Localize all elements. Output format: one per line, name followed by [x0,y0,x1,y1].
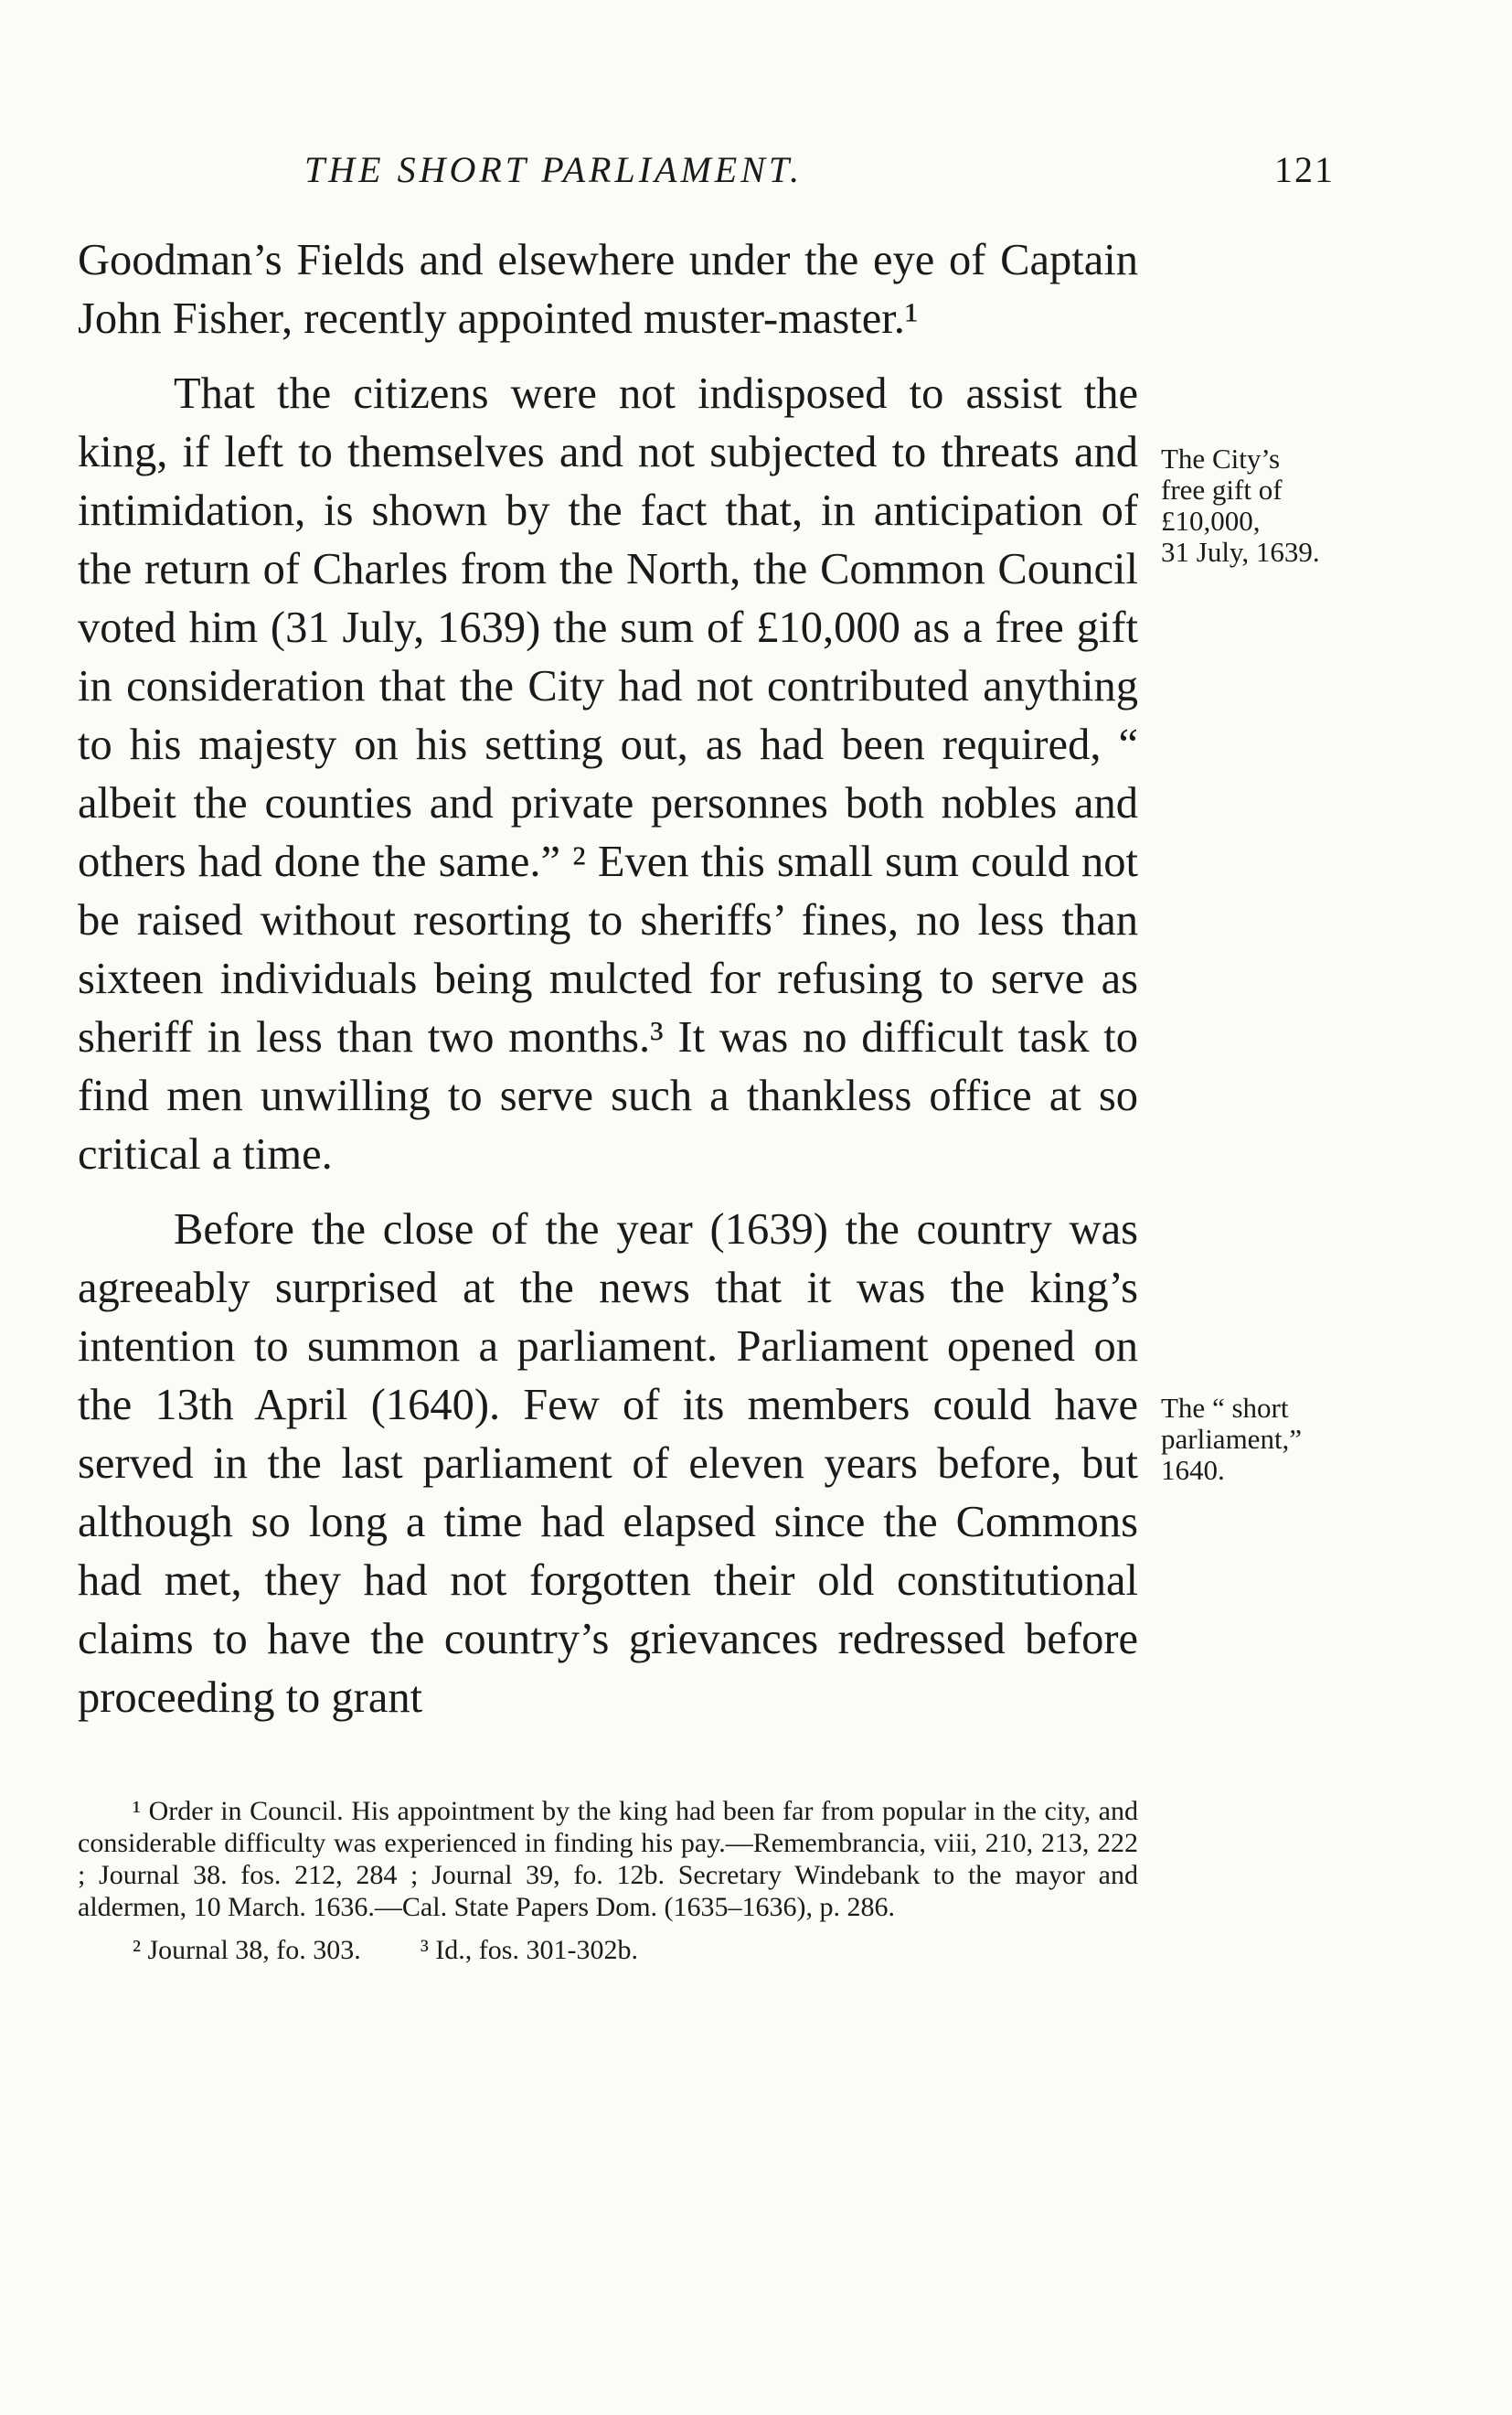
running-title: THE SHORT PARLIAMENT. [304,149,804,190]
page-number: 121 [1274,149,1335,190]
sidenote-line: The City’s [1161,443,1281,475]
sidenote-line: 1640. [1161,1454,1225,1486]
footnotes [78,1795,1138,1966]
sidenote-line: £10,000, [1161,505,1261,537]
sidenote-city-gift [1161,443,1380,568]
running-head [78,148,1335,192]
paragraph-continued: Goodman’s Fields and elsewhere under the eye of Captain John Fisher, recently appointed muster-master.¹ [78,236,1138,343]
footnote-3: ³ Id., fos. 301-302b. [420,1935,638,1965]
main-text [78,231,1138,1727]
sidenote-line: The “ short [1161,1392,1289,1424]
footnote-row [78,1934,1138,1966]
sidenote-line: parliament,” [1161,1423,1303,1455]
sidenote-short-parliament [1161,1393,1380,1486]
sidenote-line: free gift of [1161,474,1283,506]
sidenote-line: 31 July, 1639. [1161,536,1320,568]
footnote-1: ¹ Order in Council. His appointment by the king had been far from popular in the city, and considerable difficulty was experienced in finding his pay.—Remembrancia, viii, 210, 213, 222 ; Journal 38. fos. 212, 284 ; Journal 39, fo. 12b. Secretary Windebank to the mayor and aldermen, 10 March. 1636.—Cal. State Papers Dom. (1635–1636), p. 286. [78,1796,1138,1922]
footnote-2: ² Journal 38, fo. 303. [133,1935,361,1965]
paragraph-short-parliament: Before the close of the year (1639) the country was agreeably surprised at the news that it was the king’s intention to summon a parliament. Parliament opened on the 13th April (1640). Few of its members could have served in the last parliament of eleven years before, but although so long a time had elapsed since the Commons had met, they had not forgotten their old constitutional claims to have the country’s grievances redressed before proceeding to grant [78,1205,1138,1722]
paragraph-city-gift: That the citizens were not indisposed to assist the king, if left to themselves and not subjected to threats and intimidation, is shown by the fact that, in anticipation of the return of Charles from the North, the Common Council voted him (31 July, 1639) the sum of £10,000 as a free gift in consideration that the City had not contributed anything to his majesty on his setting out, as had been required, “ albeit the counties and private personnes both nobles and others had done the same.” ² Even this small sum could not be raised without resorting to sheriffs’ fines, no less than sixteen individuals being mulcted for refusing to serve as sheriff in less than two months.³ It was no difficult task to find men unwilling to serve such a thankless office at so critical a time. [78,369,1138,1179]
